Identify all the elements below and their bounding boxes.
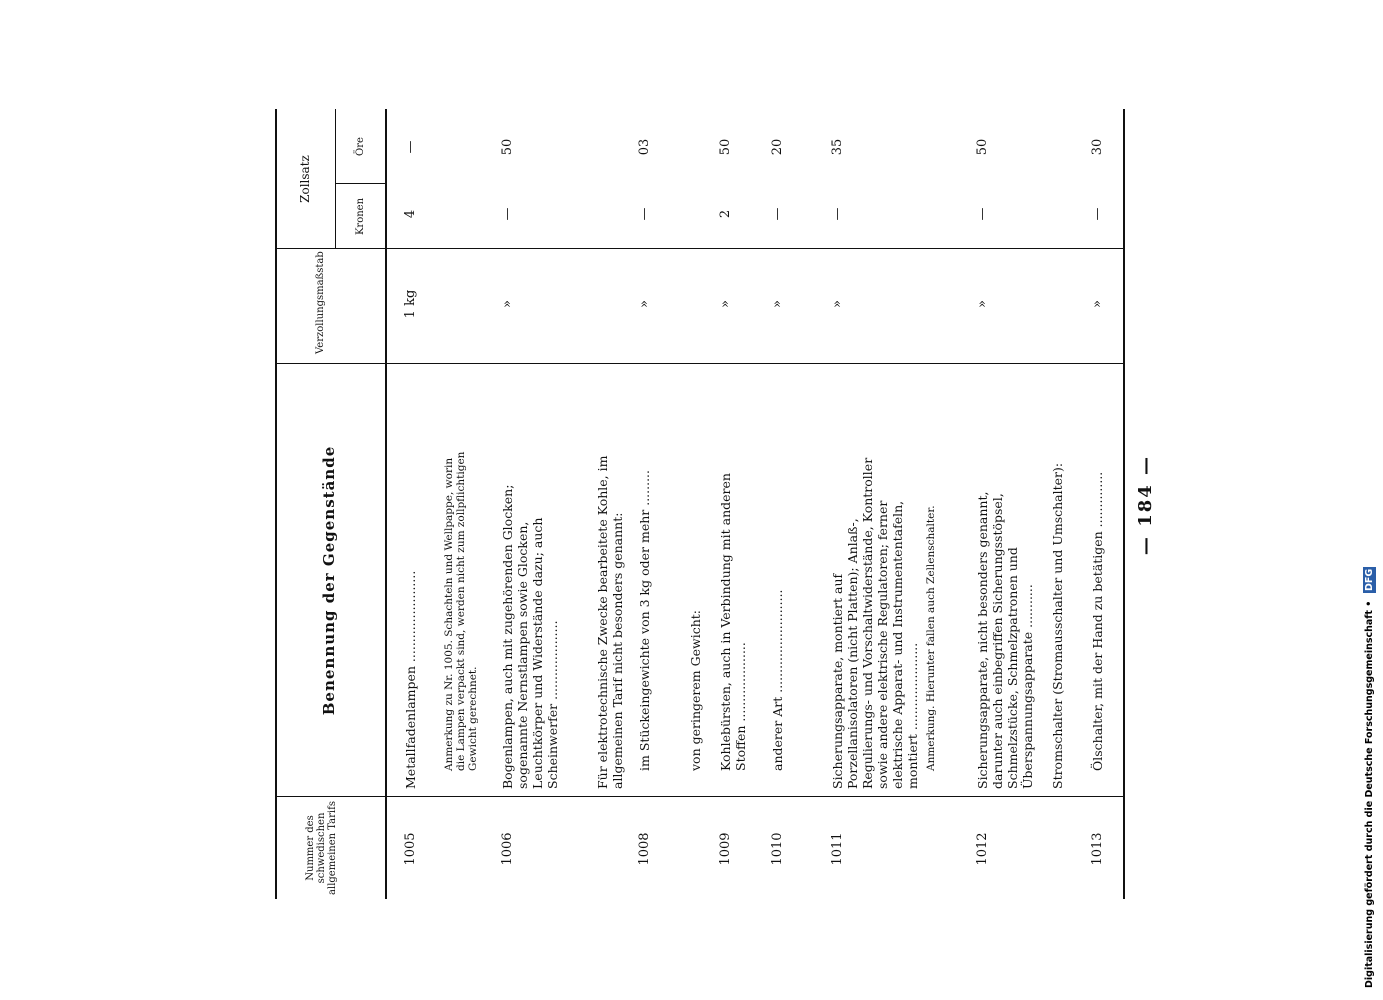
header-unit: Verzollungsmaßstab <box>315 251 326 354</box>
row-description: Bogenlampen, auch mit zugehörenden Glocken; sogenannte Nernstlampen sowie Glocken, Leuchtkörper und Widerstände dazu; auch Scheinwerfer .................... <box>500 484 560 789</box>
row-unit: » <box>830 300 845 308</box>
column-rule-3 <box>275 248 1125 249</box>
row-unit: » <box>718 300 733 308</box>
column-rule-1 <box>275 796 1125 797</box>
row-description: anderer Art .......................... <box>770 589 785 771</box>
header-description: Benennung der Gegenstände <box>320 445 338 716</box>
row-description: im Stückeingewichte von 3 kg oder mehr ......... <box>637 470 652 771</box>
header-number: Nummer des schwedischen allgemeinen Tarifs <box>305 801 338 895</box>
row-kronen: 4 <box>403 209 418 219</box>
dfg-note: Digitalisierung gefördert durch die Deutsche Forschungsgemeinschaft • <box>1364 600 1375 988</box>
row-ore: 30 <box>1090 138 1105 156</box>
tariff-number: 1010 <box>770 832 785 866</box>
tariff-table <box>275 109 1125 899</box>
rotated-page <box>275 105 1383 905</box>
row-ore: 35 <box>830 138 845 156</box>
row-unit: » <box>500 300 515 308</box>
tariff-number: 1012 <box>975 832 990 866</box>
row-ore: 20 <box>770 138 785 156</box>
row-kronen: — <box>770 207 785 221</box>
row-kronen: — <box>637 207 652 221</box>
tariff-number: 1006 <box>500 832 515 866</box>
column-rule-2 <box>275 363 1125 364</box>
row-note: Anmerkung. Hierunter fallen auch Zellenschalter. <box>925 505 937 771</box>
row-unit: » <box>1090 300 1105 308</box>
row-ore: 50 <box>718 138 733 156</box>
table-top-rule <box>275 109 277 899</box>
tariff-number: 1013 <box>1090 832 1105 866</box>
row-description: Kohlebürsten, auch in Verbindung mit anderen Stoffen .................... <box>718 473 748 771</box>
tariff-number: 1009 <box>718 832 733 866</box>
row-unit: » <box>637 300 652 308</box>
row-description: Für elektrotechnische Zwecke bearbeitete Kohle, im allgemeinen Tarif nicht besonders genannt: <box>595 455 625 789</box>
row-description: Sicherungsapparate, montiert auf Porzellanisolatoren (nicht Platten); Anlaß-, Regulierungs- und Vorschaltwiderstände, Kontroller sowie andere elektrische Regulatoren; ferner elektrische Apparat- und Instrumententafeln, montiert ...................... <box>830 457 920 789</box>
row-unit: » <box>770 300 785 308</box>
header-ore: Öre <box>355 137 366 156</box>
row-unit: » <box>975 300 990 308</box>
row-description: Sicherungsapparate, nicht besonders genannt, darunter auch einbegriffen Sicherungsstöpsel, Schmelzstücke, Schmelzpatronen und Überspannungsapparate ........... <box>975 491 1035 789</box>
row-description: Stromschalter (Stromausschalter und Umschalter): <box>1050 462 1065 789</box>
row-kronen: — <box>975 207 990 221</box>
row-unit: 1 kg <box>403 289 418 319</box>
row-kronen: — <box>500 207 515 221</box>
row-kronen: 2 <box>718 209 733 219</box>
row-kronen: — <box>1090 207 1105 221</box>
dfg-sidebar <box>1363 8 1377 988</box>
row-note: Anmerkung zu Nr. 1005. Schachteln und Wellpappe, worin die Lampen verpackt sind, werden nicht zum zollpflichtigen Gewicht gerechnet. <box>443 451 479 771</box>
header-bottom-rule <box>385 109 387 899</box>
row-ore: 50 <box>975 138 990 156</box>
tariff-number: 1008 <box>637 832 652 866</box>
row-ore: — <box>403 140 418 154</box>
header-duty: Zollsatz <box>298 155 312 203</box>
row-description: von geringerem Gewicht: <box>688 610 703 771</box>
duty-subheader-rule <box>335 109 336 249</box>
dfg-badge: DFG <box>1364 569 1375 592</box>
tariff-number: 1011 <box>830 832 845 866</box>
row-ore: 50 <box>500 138 515 156</box>
page-number: — 184 — <box>1135 454 1156 556</box>
row-description: Metallfadenlampen ....................... <box>403 570 418 789</box>
header-kronen: Kronen <box>355 197 366 236</box>
row-kronen: — <box>830 207 845 221</box>
row-ore: 03 <box>637 138 652 156</box>
tariff-number: 1005 <box>403 832 418 866</box>
table-bottom-rule <box>1123 109 1125 899</box>
row-description: Ölschalter, mit der Hand zu betätigen .............. <box>1090 471 1105 771</box>
